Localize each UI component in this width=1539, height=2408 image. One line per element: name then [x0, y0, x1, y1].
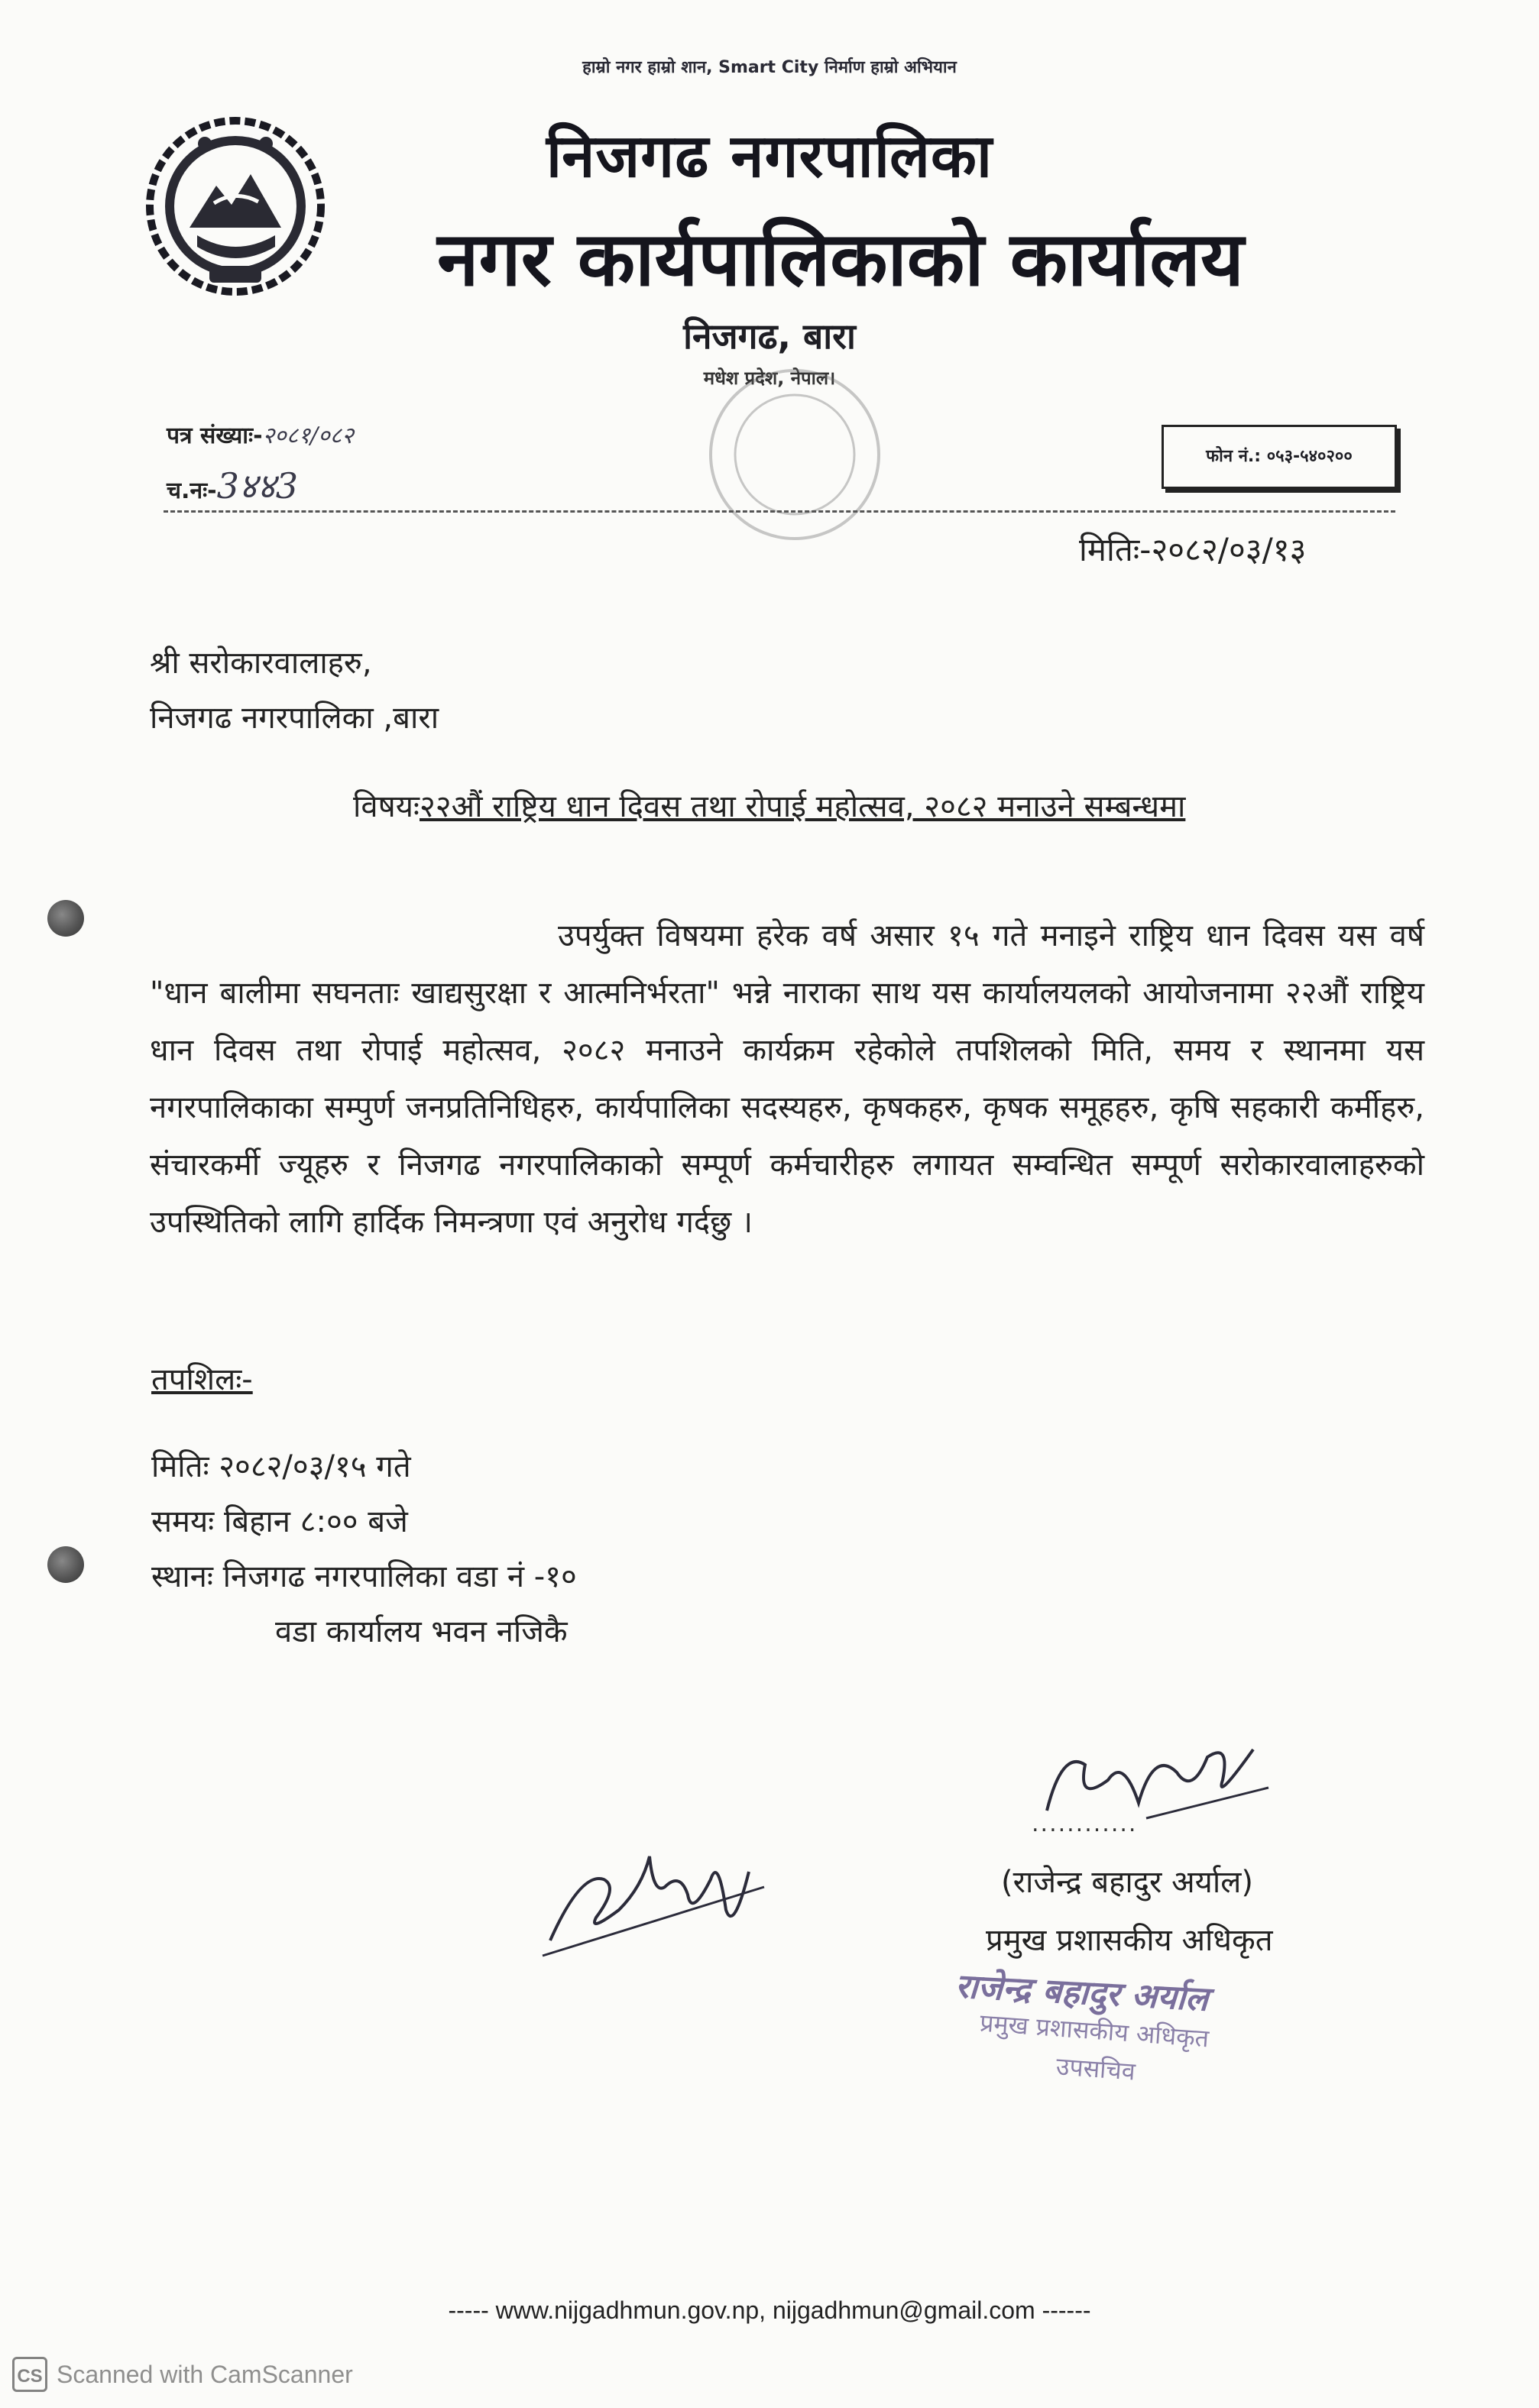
addressee-line-1: श्री सरोकारवालाहरु, [150, 646, 372, 681]
header-divider [164, 510, 1395, 513]
seal-rank: उपसचिव [1055, 2051, 1136, 2086]
seal-name: राजेन्द्र बहादुर अर्याल [954, 1966, 1210, 2019]
camscanner-logo-icon: CS [12, 2357, 47, 2392]
schedule-label: तपशिलः- [151, 1362, 253, 1397]
faint-stamp-icon [688, 359, 902, 550]
signatory-title: प्रमुख प्रशासकीय अधिकृत [986, 1923, 1273, 1958]
slogan: हाम्रो नगर हाम्रो शान, Smart City निर्माण हाम्रो अभियान [582, 58, 957, 77]
town-name: निजगढ, बारा [683, 316, 856, 357]
dispatch-number [167, 461, 298, 509]
dispatch-number-value: 3४४3 [216, 465, 298, 507]
municipality-name: निजगढ नगरपालिका [546, 122, 993, 191]
letter-number-value: २०८१/०८२ [262, 422, 354, 449]
addressee-line-2: निजगढ नगरपालिका ,बारा [150, 701, 439, 736]
schedule-time: समयः बिहान ८:०० बजे [151, 1504, 408, 1539]
body-text: उपर्युक्त विषयमा हरेक वर्ष असार १५ गते मनाइने राष्ट्रिय धान दिवस यस वर्ष "धान बालीमा सघनताः खाद्यसुरक्षा र आत्मनिर्भरता" भन्ने नाराका साथ यस कार्यालयलको आयोजनामा २२औं राष्ट्रिय धान दिवस तथा रोपाई महोत्सव, २०८२ मनाउने कार्यक्रम रहेकोले तपशिलको मिति, समय र स्थानमा यस नगरपालिकाका सम्पुर्ण जनप्रतिनिधिहरु, कार्यपालिका सदस्यहरु, कृषकहरु, कृषक समूहहरु, कृषि सहकारी कर्मीहरु, संचारकर्मी ज्यूहरु र निजगढ नगरपालिकाको सम्पूर्ण कर्मचारीहरु लगायत सम्वन्धित सम्पूर्ण सरोकारवालाहरुको उपस्थितिको लागि हार्दिक निमन्त्रणा एवं अनुरोध गर्दछु । [150, 918, 1424, 1240]
letter-number-label: पत्र संख्याः- [167, 422, 263, 449]
footer-contact: ----- www.nijgadhmun.gov.np, nijgadhmun@gmail.com ------ [448, 2296, 1091, 2324]
subject-label: विषयः [353, 789, 420, 824]
subject-line [353, 784, 1185, 826]
office-name: नगर कार्यपालिकाको कार्यालय [437, 216, 1244, 303]
body-paragraph [150, 908, 1424, 1251]
handwritten-signature-left [535, 1826, 779, 1971]
province-name: मधेश प्रदेश, नेपाल। [703, 367, 836, 389]
seal-title: प्रमुख प्रशासकीय अधिकृत [979, 2008, 1210, 2054]
punch-hole-icon [47, 1546, 84, 1583]
letter-number [167, 419, 354, 450]
camscanner-watermark [12, 2355, 353, 2394]
subject-text: २२औं राष्ट्रिय धान दिवस तथा रोपाई महोत्सव, २०८२ मनाउने सम्बन्धमा [420, 789, 1186, 824]
schedule-date: मितिः २०८२/०३/१५ गते [151, 1449, 411, 1484]
signature-dots: ............ [1032, 1811, 1138, 1837]
camscanner-text: Scanned with CamScanner [57, 2360, 353, 2388]
phone-box: फोन नं.: ०५३-५४०२०० [1162, 425, 1397, 489]
signatory-name: (राजेन्द्र बहादुर अर्याल) [1001, 1865, 1253, 1900]
dispatch-number-label: च.नः- [167, 477, 217, 504]
punch-hole-icon [47, 900, 84, 937]
schedule-place-detail: वडा कार्यालय भवन नजिकै [275, 1614, 568, 1649]
letter-date: मितिः-२०८२/०३/१३ [1079, 531, 1307, 568]
schedule-place: स्थानः निजगढ नगरपालिका वडा नं -१० [151, 1559, 577, 1594]
